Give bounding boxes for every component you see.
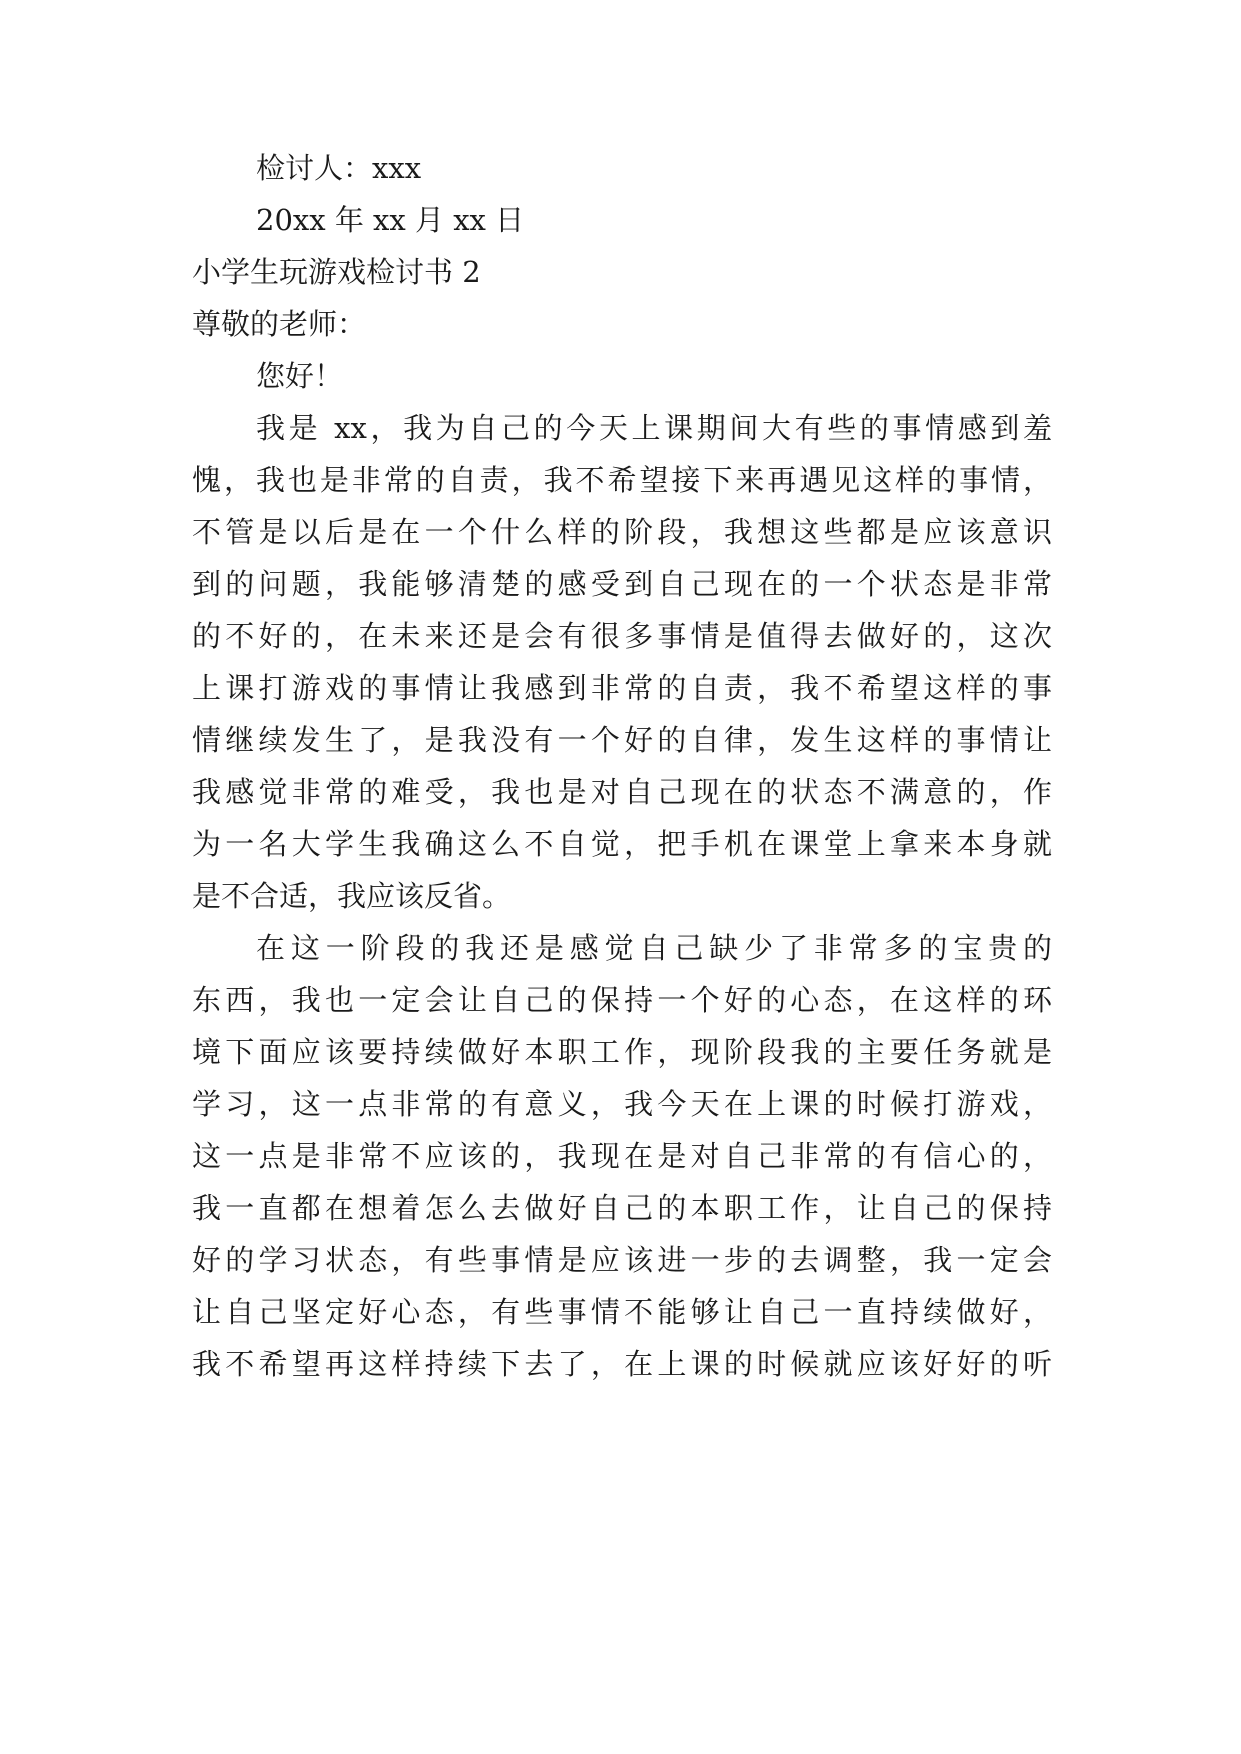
greeting: 您好！ bbox=[256, 359, 344, 393]
paragraph-line: 为一名大学生我确这么不自觉，把手机在课堂上拿来本身就 bbox=[192, 827, 1052, 861]
reviewer-line: 检讨人：xxx bbox=[256, 151, 422, 185]
paragraph-line: 我感觉非常的难受，我也是对自己现在的状态不满意的，作 bbox=[192, 775, 1052, 809]
paragraph-line: 这一点是非常不应该的，我现在是对自己非常的有信心的， bbox=[192, 1139, 1052, 1173]
paragraph-line: 学习，这一点非常的有意义，我今天在上课的时候打游戏， bbox=[192, 1087, 1052, 1121]
paragraph-line: 好的学习状态，有些事情是应该进一步的去调整，我一定会 bbox=[192, 1243, 1052, 1277]
paragraph-line: 是不合适，我应该反省。 bbox=[192, 879, 512, 913]
paragraph-line: 愧，我也是非常的自责，我不希望接下来再遇见这样的事情， bbox=[192, 463, 1052, 497]
paragraph-line: 情继续发生了，是我没有一个好的自律，发生这样的事情让 bbox=[192, 723, 1052, 757]
paragraph-line: 我一直都在想着怎么去做好自己的本职工作，让自己的保持 bbox=[192, 1191, 1052, 1225]
document-title: 小学生玩游戏检讨书 2 bbox=[192, 255, 481, 289]
paragraph-line: 境下面应该要持续做好本职工作，现阶段我的主要任务就是 bbox=[192, 1035, 1052, 1069]
salutation: 尊敬的老师： bbox=[192, 307, 367, 341]
date-line: 20xx 年 xx 月 xx 日 bbox=[256, 203, 525, 237]
paragraph-line: 上课打游戏的事情让我感到非常的自责，我不希望这样的事 bbox=[192, 671, 1052, 705]
paragraph-line: 到的问题，我能够清楚的感受到自己现在的一个状态是非常 bbox=[192, 567, 1052, 601]
paragraph-line: 在这一阶段的我还是感觉自己缺少了非常多的宝贵的 bbox=[256, 931, 1052, 965]
paragraph-line: 东西，我也一定会让自己的保持一个好的心态，在这样的环 bbox=[192, 983, 1052, 1017]
paragraph-line: 让自己坚定好心态，有些事情不能够让自己一直持续做好， bbox=[192, 1295, 1052, 1329]
paragraph-line: 不管是以后是在一个什么样的阶段，我想这些都是应该意识 bbox=[192, 515, 1052, 549]
paragraph-line: 我是 xx，我为自己的今天上课期间大有些的事情感到羞 bbox=[256, 411, 1052, 445]
paragraph-line: 我不希望再这样持续下去了，在上课的时候就应该好好的听 bbox=[192, 1347, 1052, 1381]
paragraph-line: 的不好的，在未来还是会有很多事情是值得去做好的，这次 bbox=[192, 619, 1052, 653]
